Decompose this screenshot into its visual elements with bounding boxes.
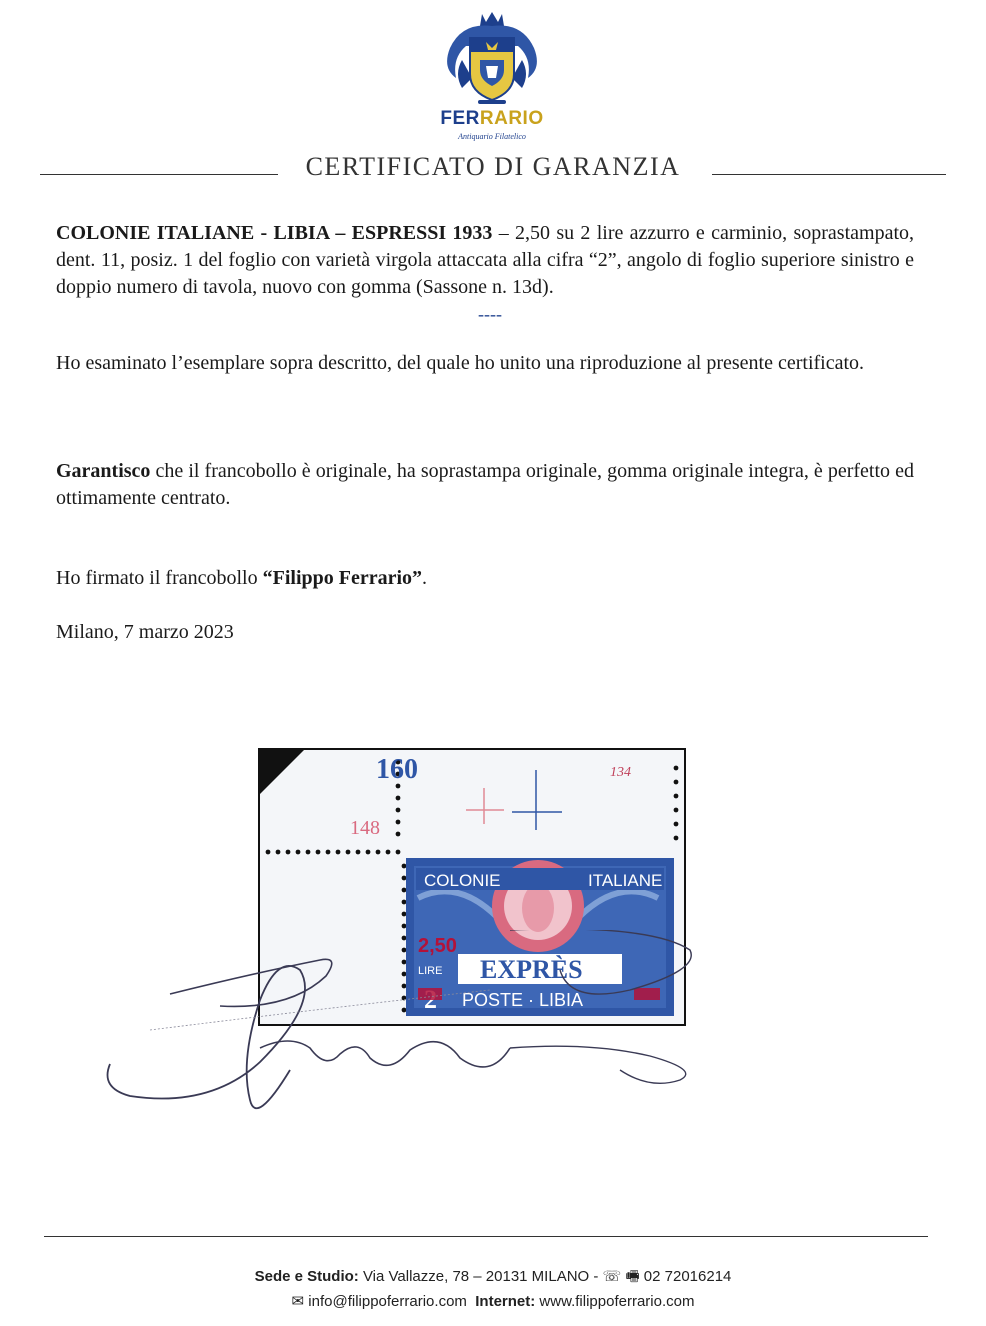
description-heading: COLONIE ITALIANE - LIBIA – ESPRESSI 1933 <box>56 222 493 244</box>
footer-internet-label: Internet: <box>475 1293 536 1310</box>
pencil-note: 134 <box>610 765 631 780</box>
signature-note-tail: . <box>422 567 428 589</box>
signature-note-lead: Ho firmato il francobollo <box>56 567 263 589</box>
footer-contacts <box>0 1292 986 1310</box>
footer-email[interactable]: info@filippoferrario.com <box>308 1293 467 1310</box>
brand-name <box>432 108 552 130</box>
place-date: Milano, 7 marzo 2023 <box>56 621 234 643</box>
stamp-overprint: 2,50 <box>418 935 457 957</box>
handwritten-signature <box>90 930 710 1130</box>
stamp-top-left-text: COLONIE <box>424 871 501 890</box>
ferrario-logo <box>432 8 552 148</box>
certificate-title-row <box>40 152 946 192</box>
mail-icon: ✉ <box>291 1293 305 1310</box>
brand-name-part1: FER <box>440 108 480 129</box>
certificate-title: CERTIFICATO DI GARANZIA <box>305 152 681 181</box>
examination-statement: Ho esaminato l’esemplare sopra descritto, del quale ho unito una riproduzione al presente certificato. <box>56 352 865 374</box>
stamp-description <box>56 220 914 301</box>
footer-rule <box>44 1236 928 1237</box>
footer-address <box>0 1266 986 1291</box>
plate-number-top: 160 <box>376 754 418 785</box>
footer-website[interactable]: www.filippoferrario.com <box>539 1293 695 1310</box>
stamp-bottom-text: POSTE · LIBIA <box>462 990 584 1010</box>
guarantee-statement <box>56 458 914 512</box>
footer-phone: 02 72016214 <box>639 1268 732 1285</box>
footer-address-label: Sede e Studio: <box>254 1268 359 1285</box>
coat-of-arms-icon <box>432 8 552 108</box>
plate-number-left: 148 <box>350 817 380 839</box>
brand-name-part2: RARIO <box>479 108 544 129</box>
stamp-top-right-text: ITALIANE <box>588 871 663 890</box>
footer-address-text: Via Vallazze, 78 – 20131 MILANO - <box>358 1268 603 1285</box>
phone-fax-icon: ☏ 🖷 <box>602 1268 640 1285</box>
separator: ---- <box>478 304 502 324</box>
signature-note <box>56 565 914 592</box>
stamp-center-text: EXPRÈS <box>480 955 583 984</box>
brand-subtitle: Antiquario Filatelico <box>458 132 526 141</box>
stamp-lire-label: LIRE <box>418 965 443 977</box>
guarantee-lead: Garantisco <box>56 460 151 482</box>
guarantee-text: che il francobollo è originale, ha soprastampa originale, gomma originale integra, è perfetto ed ottimamente centrato. <box>56 460 914 509</box>
description-text: – 2,50 su 2 lire azzurro e carminio, soprastampato, dent. 11, posiz. 1 del foglio con varietà virgola attaccata alla cifra “2”, angolo di foglio superiore sinistro e doppio numero di tavola, nuovo con gomma (Sassone n. 13d). <box>56 222 915 298</box>
signature-name: “Filippo Ferrario” <box>262 567 423 589</box>
title-rule-right <box>712 174 946 175</box>
